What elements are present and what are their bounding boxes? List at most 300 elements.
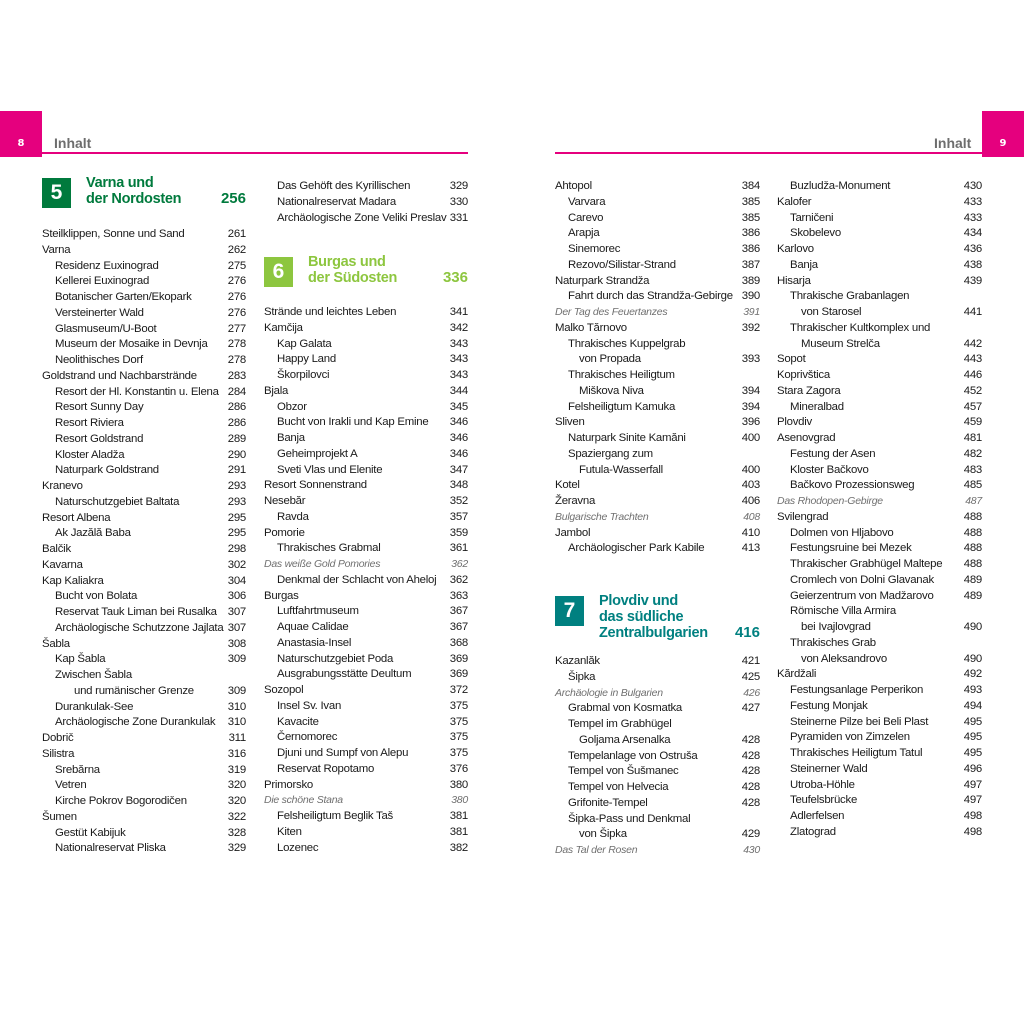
toc-entry-page: 495 [963,715,982,728]
toc-entry [42,399,246,415]
toc-entry-label: Kărdžali [777,668,817,681]
toc-feature-entry [555,685,760,701]
toc-entry [264,745,468,761]
toc-entry-label: Bulgarische Trachten [555,510,649,523]
toc-entry-label: Felsheiligtum Kamuka [568,400,676,413]
toc-entry-label: Vetren [55,779,87,792]
toc-entry-page: 286 [227,401,246,414]
toc-entry [777,792,982,808]
toc-entry [42,573,246,589]
toc-entry [555,241,760,257]
toc-entry [264,824,468,840]
toc-entry-label: Mineralbad [790,400,844,413]
toc-entry [555,462,760,478]
toc-entry [777,824,982,840]
toc-entry-page: 382 [449,841,468,854]
toc-entry [555,273,760,289]
toc-entry-label: Zwischen Šabla [55,669,132,681]
toc-entry [777,430,982,446]
toc-entry-page: 363 [449,589,468,602]
toc-entry-page: 452 [963,384,982,397]
toc-entry [777,367,982,383]
toc-entry [264,367,468,383]
toc-entry-page: 428 [741,781,760,793]
chapter-title [86,175,181,207]
toc-entry [264,446,468,462]
toc-entry [555,795,760,811]
toc-entry [42,840,246,856]
toc-entry [777,808,982,824]
toc-entry-label: Primorsko [264,778,314,791]
toc-entry-label: Glasmuseum/U-Boot [55,322,157,335]
toc-entry [42,321,246,337]
toc-entry-label: Teufelsbrücke [790,794,858,807]
toc-entry-label: von Propada [579,353,641,366]
toc-entry-page: 490 [963,652,982,665]
toc-entry [42,415,246,431]
toc-entry [555,367,760,383]
toc-entry-page: 498 [963,825,982,838]
toc-entry [555,763,760,779]
toc-entry-label: Sozopol [264,684,304,696]
toc-entry-page: 408 [743,510,760,523]
toc-entry-label: Balčik [42,543,71,555]
toc-entry-page: 344 [449,384,468,397]
toc-entry-label: Römische Villa Armira [790,605,896,618]
toc-entry-label: Steilklippen, Sonne und Sand [42,228,185,240]
toc-entry-label: Tempel von Šušmanec [568,765,679,778]
toc-entry [777,194,982,210]
header-title-right: Inhalt [934,135,972,151]
toc-entry [555,257,760,273]
toc-entry [555,700,760,716]
toc-entry-page: 375 [449,731,468,744]
toc-entry-page: 262 [227,243,246,256]
toc-entry [555,210,760,226]
toc-entry-label: Botanischer Garten/Ekopark [55,291,192,303]
toc-entry [777,241,982,257]
toc-entry-page: 497 [963,794,982,807]
toc-entry [42,620,246,636]
toc-entry [42,273,246,289]
toc-entry [42,714,246,730]
toc-entry-label: Versteinerter Wald [55,306,144,319]
toc-entry-page: 394 [741,384,760,397]
toc-entry-label: Miškova Niva [579,384,644,397]
toc-entry-label: Jambol [555,526,591,539]
toc-entry-label: Archäologische Zone Durankulak [55,716,216,729]
toc-entry-label: Kalofer [777,195,812,208]
toc-entry-page: 385 [741,211,760,224]
toc-entry-label: Šabla [42,637,70,650]
toc-entry-page: 278 [227,338,246,351]
toc-entry-label: Gestüt Kabijuk [55,826,126,839]
toc-entry-page: 278 [227,354,246,366]
chapter-number-badge: 6 [264,257,293,287]
toc-entry [264,651,468,667]
toc-entry-page: 328 [227,826,246,839]
toc-entry-page: 393 [741,353,760,366]
toc-entry-page: 485 [963,479,982,492]
toc-entry-page: 368 [449,636,468,649]
chapter-number-badge: 5 [42,178,71,208]
toc-entry-label: Das Gehöft des Kyrillischen [277,180,411,192]
toc-entry-label: Cromlech von Dolni Glavanak [790,573,934,586]
toc-entry [264,635,468,651]
toc-entry-label: Pomorie [264,526,305,539]
toc-entry-page: 302 [227,558,246,571]
toc-entry-label: Das weiße Gold Pomories [264,558,381,570]
page-number-right: 9 [982,111,1024,157]
toc-entry-label: Kazanlăk [555,655,600,667]
toc-entry-page: 429 [741,828,760,841]
toc-entry-page: 319 [227,763,246,776]
toc-entry-label: Carevo [568,211,604,224]
chapter-title-line: Varna und [86,175,154,191]
toc-entry-label: Die schöne Stana [264,794,343,807]
toc-entry-label: Kiten [277,825,302,838]
toc-entry [42,636,246,652]
toc-entry [777,666,982,682]
toc-entry-label: Residenz Euxinograd [55,259,159,272]
toc-entry [264,840,468,856]
chapter-number-badge: 7 [555,596,584,626]
toc-entry-page: 316 [227,747,246,760]
toc-entry-label: Kavarna [42,558,83,571]
toc-entry [42,478,246,494]
toc-entry [777,446,982,462]
toc-entry [555,493,760,509]
toc-entry [555,779,760,795]
toc-entry-label: Thrakisches Heiligtum Tatul [790,747,923,759]
toc-entry [555,430,760,446]
toc-entry-label: Srebărna [55,763,100,776]
toc-entry-label: Sveti Vlas und Elenite [277,463,383,476]
toc-entry-label: Banja [277,432,305,444]
toc-entry [264,430,468,446]
toc-entry-label: Bjala [264,384,289,397]
toc-entry-label: Banja [790,258,818,271]
toc-entry [42,336,246,352]
toc-entry-page: 311 [228,732,246,744]
page-number-left: 8 [0,111,42,157]
toc-entry [42,258,246,274]
toc-entry [777,399,982,415]
toc-entry-page: 430 [743,844,760,856]
toc-entry-page: 497 [963,778,982,791]
toc-entry-page: 446 [963,369,982,381]
toc-entry-page: 310 [227,700,246,713]
chapter-title [308,254,397,286]
toc-entry-page: 362 [451,558,468,570]
toc-entry [777,336,982,352]
toc-entry-page: 306 [227,590,246,603]
toc-entry [555,414,760,430]
toc-entry-label: Der Tag des Feuertanzes [555,306,668,318]
toc-entry-label: Durankulak-See [55,700,134,713]
toc-entry-label: Denkmal der Schlacht von Aheloj [277,573,437,586]
toc-entry-label: Žeravna [555,495,596,507]
toc-entry [264,540,468,556]
toc-entry-label: Tempel im Grabhügel [568,718,672,730]
chapter-page-number: 416 [734,624,760,641]
toc-entry-label: Strände und leichtes Leben [264,306,397,318]
chapter-page-number: 256 [220,190,246,207]
toc-entry-label: Museum der Mosaike in Devnja [55,338,208,351]
toc-entry-label: Koprivštica [777,369,830,381]
toc-entry [42,809,246,825]
toc-entry [777,273,982,289]
toc-entry-label: Asenovgrad [777,432,836,444]
toc-entry-page: 385 [741,195,760,208]
toc-entry-label: Dolmen von Hljabovo [790,526,894,539]
toc-entry-label: Grifonite-Tempel [568,796,648,809]
toc-entry [42,604,246,620]
toc-entry [777,462,982,478]
toc-entry [264,572,468,588]
toc-entry-page: 342 [449,321,468,334]
toc-entry-page: 495 [963,731,982,744]
toc-entry-label: Festung Monjak [790,699,868,712]
chapter-title-line: Burgas und [308,254,386,270]
toc-entry-label: von Starosel [801,306,862,318]
toc-entry [42,777,246,793]
toc-entry-label: Resort Sunny Day [55,401,144,414]
toc-entry [555,446,760,462]
toc-entry-label: Ravda [277,510,309,523]
toc-entry-label: Fahrt durch das Strandža-Gebirge [568,290,733,303]
toc-entry [555,383,760,399]
toc-entry-page: 343 [449,353,468,366]
toc-entry-label: Kloster Bačkovo [790,463,869,476]
toc-entry-page: 375 [449,715,468,728]
toc-entry [264,210,468,226]
toc-entry-label: Futula-Wasserfall [579,463,663,476]
toc-entry-page: 498 [963,810,982,822]
toc-entry-label: Ahtopol [555,180,592,192]
toc-entry-page: 410 [741,526,760,539]
toc-entry-page: 380 [449,778,468,791]
toc-entry-label: Stara Zagora [777,384,841,397]
toc-entry-label: Karlovo [777,243,814,255]
toc-entry [42,667,246,683]
toc-entry [264,477,468,493]
toc-entry-label: Thrakischer Grabhügel Maltepe [790,558,943,570]
toc-entry [264,729,468,745]
toc-entry [777,178,982,194]
toc-feature-entry [264,792,468,808]
toc-entry [42,746,246,762]
toc-entry [777,288,982,304]
toc-entry-page: 438 [963,258,982,271]
toc-entry-label: Archäologie in Bulgarien [555,686,663,699]
toc-entry [777,588,982,604]
toc-entry [42,368,246,384]
toc-entry-page: 390 [741,290,760,303]
toc-entry-page: 489 [963,573,982,586]
toc-entry [42,352,246,368]
toc-entry-page: 403 [741,479,760,492]
toc-entry-page: 428 [741,765,760,778]
toc-entry-page: 387 [741,258,760,271]
toc-entry-label: Spaziergang zum [568,447,653,460]
toc-entry-page: 381 [449,810,468,822]
toc-feature-entry [555,842,760,858]
toc-entry-page: 396 [741,416,760,429]
toc-entry [777,698,982,714]
toc-entry-page: 304 [227,574,246,587]
toc-entry-label: Djuni und Sumpf von Alepu [277,747,409,759]
toc-entry [777,540,982,556]
toc-entry-label: Thrakisches Grab [790,636,876,649]
toc-column-2 [264,0,468,1024]
toc-entry [555,351,760,367]
toc-entry-page: 443 [963,353,982,366]
toc-entry-page: 298 [227,543,246,555]
toc-entry [264,304,468,320]
toc-entry [42,825,246,841]
toc-entry-label: Varna [42,243,71,256]
toc-entry [555,320,760,336]
toc-entry-label: Lozenec [277,841,319,854]
toc-entry-label: bei Ivajlovgrad [801,621,871,633]
toc-entry [777,572,982,588]
toc-entry [555,288,760,304]
toc-entry-page: 357 [449,510,468,523]
toc-entry-label: Šumen [42,810,77,823]
toc-entry-label: Naturschutzgebiet Poda [277,652,394,665]
toc-entry-page: 375 [449,699,468,712]
toc-entry-page: 309 [227,653,246,666]
toc-entry-page: 488 [963,510,982,523]
toc-entry [42,557,246,573]
toc-entry-page: 320 [227,779,246,792]
chapter-title [599,593,708,641]
toc-entry-label: Grabmal von Kosmatka [568,702,683,715]
toc-entry-label: Kloster Aladža [55,448,125,461]
toc-entry [264,777,468,793]
toc-column-1 [42,0,246,1024]
toc-entry [42,242,246,258]
toc-entry-page: 441 [963,306,982,318]
toc-entry-label: Bucht von Irakli und Kap Emine [277,416,429,429]
toc-entry-label: Naturpark Goldstrand [55,464,159,477]
toc-feature-entry [555,304,760,320]
toc-entry-page: 293 [227,480,246,492]
toc-entry [777,603,982,619]
toc-entry [555,748,760,764]
toc-entry [555,811,760,827]
toc-entry-page: 361 [449,542,468,555]
toc-entry-label: Thrakische Grabanlagen [790,290,910,303]
toc-entry [777,257,982,273]
toc-entry-label: Goldstrand und Nachbarstrände [42,369,197,382]
toc-entry [42,384,246,400]
toc-entry [42,305,246,321]
toc-entry [777,619,982,635]
toc-entry-label: Naturpark Strandža [555,274,650,287]
header-title-left: Inhalt [54,135,92,151]
toc-entry [777,682,982,698]
toc-entry-page: 276 [227,275,246,288]
toc-entry-label: Resort Goldstrand [55,432,144,445]
toc-entry-label: Resort der Hl. Konstantin u. Elena [55,385,219,398]
toc-entry [264,525,468,541]
toc-entry-label: Museum Strelča [801,337,880,350]
toc-entry-label: Steinerne Pilze bei Beli Plast [790,715,929,728]
toc-entry-page: 310 [227,716,246,729]
toc-entry [42,510,246,526]
toc-entry-label: Thrakisches Grabmal [277,542,381,555]
toc-entry-page: 381 [449,825,468,838]
toc-entry-label: Bačkovo Prozessionsweg [790,479,915,492]
toc-entry-label: Neolithisches Dorf [55,354,143,366]
toc-entry-page: 428 [741,733,760,746]
toc-entry [264,462,468,478]
toc-entry [264,336,468,352]
toc-entry [42,651,246,667]
toc-entry-label: Naturschutzgebiet Baltata [55,495,180,508]
toc-entry-page: 329 [227,842,246,855]
toc-entry [777,777,982,793]
toc-entry [264,714,468,730]
toc-entry-page: 375 [449,747,468,759]
toc-entry-page: 322 [227,810,246,823]
toc-entry [777,761,982,777]
toc-entry-label: Festung der Asen [790,447,876,460]
toc-entry-label: Adlerfelsen [790,810,845,822]
toc-entry-label: Happy Land [277,353,336,366]
toc-entry [555,525,760,541]
toc-entry-page: 384 [741,180,760,192]
toc-entry-label: Aquae Calidae [277,621,349,633]
toc-entry-page: 329 [449,180,468,192]
toc-entry [555,178,760,194]
toc-entry-label: Arapja [568,227,600,240]
toc-entry-label: Šipka-Pass und Denkmal [568,812,691,825]
toc-entry-page: 391 [743,306,760,318]
toc-entry [777,477,982,493]
toc-entry-page: 372 [449,684,468,696]
toc-entry [555,653,760,669]
toc-entry-page: 359 [449,526,468,539]
toc-entry-page: 400 [741,463,760,476]
toc-entry-label: Kirche Pokrov Bogorodičen [55,795,187,807]
toc-entry-page: 331 [449,211,468,224]
toc-entry-page: 459 [963,416,982,429]
toc-entry-page: 295 [227,527,246,540]
toc-entry [777,745,982,761]
toc-entry [555,540,760,556]
toc-entry-page: 386 [741,227,760,240]
toc-entry-page: 493 [963,684,982,696]
toc-entry [555,669,760,685]
toc-entry-label: Archäologische Zone Veliki Preslav [277,211,447,224]
toc-entry-label: Kavacite [277,715,319,728]
toc-entry-label: Thrakischer Kultkomplex und [790,321,931,334]
toc-entry [555,826,760,842]
toc-entry [42,683,246,699]
toc-entry-page: 494 [963,699,982,712]
toc-entry-page: 330 [449,195,468,208]
toc-entry-label: Nationalreservat Madara [277,195,396,208]
toc-entry [264,414,468,430]
toc-entry-label: Resort Riviera [55,417,124,429]
toc-entry-page: 290 [227,448,246,461]
toc-entry-page: 488 [963,542,982,555]
toc-entry-page: 369 [449,652,468,665]
toc-entry-page: 426 [743,686,760,699]
